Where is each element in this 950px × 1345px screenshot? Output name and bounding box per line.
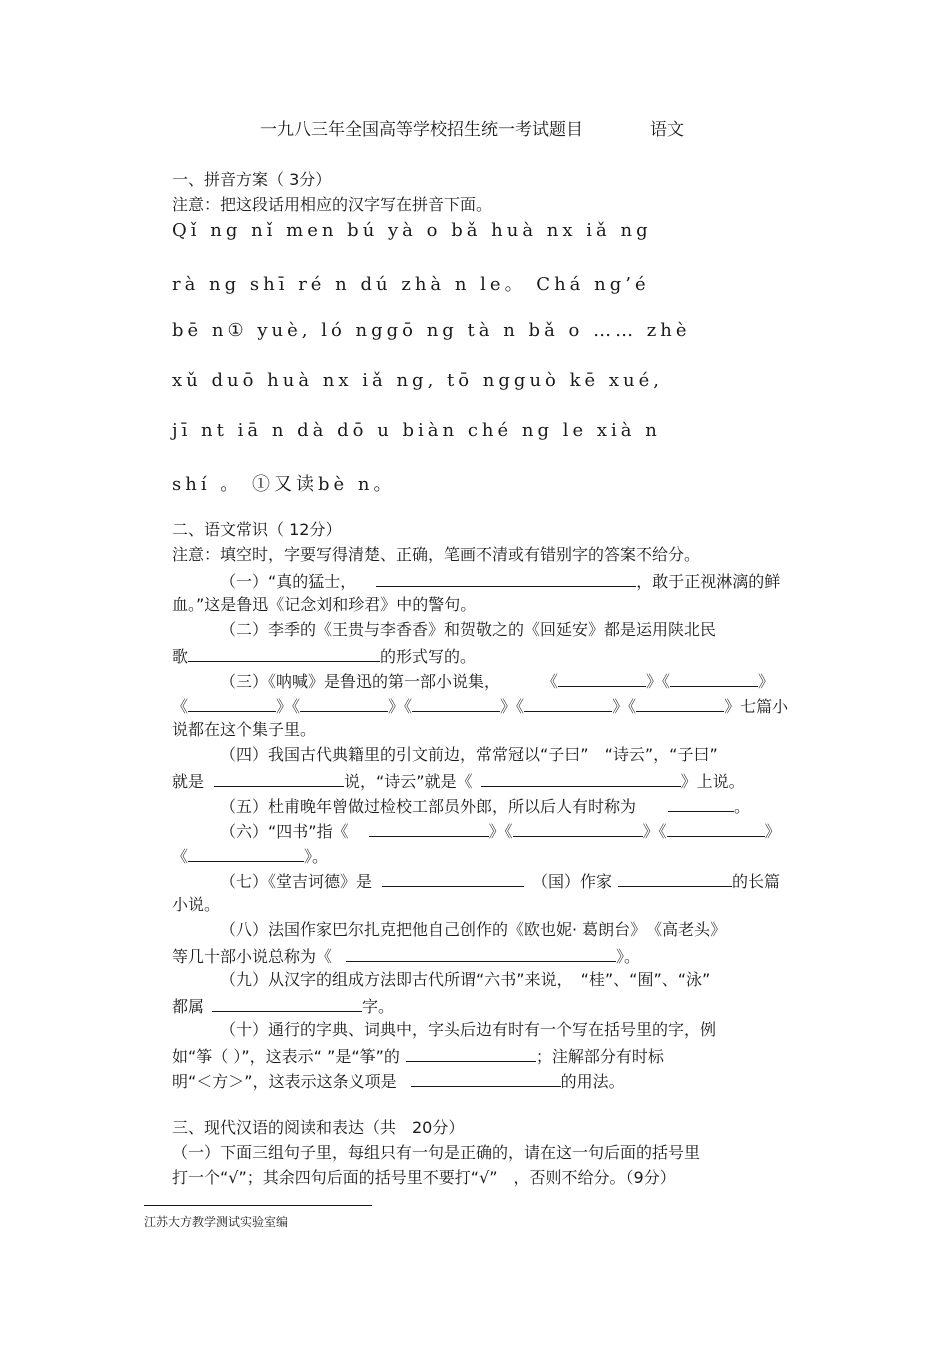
blank[interactable] — [300, 695, 388, 712]
q3-line-2: 《 》《 》《 》《 》《 》七篇小 — [172, 697, 789, 716]
blank[interactable] — [412, 695, 500, 712]
section-3-line-1: （一）下面三组句子里，每组只有一句是正确的，请在这一句后面的括号里 — [172, 1143, 701, 1162]
q3-line-1: （三）《呐喊》是鲁迅的第一部小说集， 《 》《 》 — [220, 672, 775, 691]
section-2-note: 注意：填空时，字要写得清楚、正确，笔画不清或有错别字的答案不给分。 — [172, 545, 701, 564]
blank[interactable] — [558, 670, 646, 687]
q6-line-2: 《 》。 — [172, 847, 329, 866]
blank[interactable] — [481, 770, 681, 787]
section-1-heading: 一、拼音方案（ 3分） — [172, 170, 332, 189]
q4-line-1: （四）我国古代典籍里的引文前边，常常冠以“子曰” “诗云”，“子曰” — [220, 745, 718, 764]
pinyin-line-2: rà ng shī ré n dú zhà n le。 Chá ng’é — [172, 274, 650, 295]
q9-line-2: 都属 字。 — [172, 997, 395, 1016]
q7-line-1: （七）《堂吉诃德》是 （国）作家 的长篇 — [220, 872, 781, 891]
q1-line-1: （一）“真的猛士， ，敢于正视淋漓的鲜 — [220, 572, 781, 591]
q4-line-2: 就是 说，“诗云”就是《 》上说。 — [172, 772, 745, 791]
blank[interactable] — [212, 995, 362, 1012]
page-title: 一九八三年全国高等学校招生统一考试题目 — [260, 120, 583, 140]
blank[interactable] — [188, 845, 304, 862]
pinyin-line-3: bē n① yuè, ló nggō ng tà n bǎ o …… zhè — [172, 320, 691, 341]
blank[interactable] — [636, 695, 724, 712]
pinyin-line-6: shí 。 ①又读bè n。 — [172, 474, 396, 495]
pinyin-line-1: Qǐ ng nǐ men bú yà o bǎ huà nx iǎ ng — [172, 220, 652, 241]
blank[interactable] — [188, 645, 380, 662]
blank[interactable] — [524, 695, 612, 712]
pinyin-line-5: jī nt iā n dà dō u biàn ché ng le xià n — [172, 420, 661, 441]
section-3-line-2: 打一个“√”；其余四句后面的括号里不要打“√” ，否则不给分。（9分） — [172, 1168, 676, 1187]
footer-divider — [144, 1205, 372, 1206]
q10-line-2: 如“筝（ ）”，这表示“ ”是“筝”的 ；注解部分有时标 — [172, 1047, 664, 1066]
subject-label: 语文 — [650, 120, 684, 140]
q5-line: （五）杜甫晚年曾做过检校工部员外郎，所以后人有时称为 。 — [220, 797, 751, 816]
q2-line-2: 歌 的形式写的。 — [172, 647, 477, 666]
blank[interactable] — [346, 945, 616, 962]
section-1-note: 注意：把这段话用相应的汉字写在拼音下面。 — [172, 195, 493, 214]
q10-line-1: （十）通行的字典、词典中，字头后边有时有一个写在括号里的字，例 — [220, 1020, 717, 1039]
q6-line-1: （六）“四书”指《 》《 》《 》 — [220, 822, 781, 841]
q3-line-3: 说都在这个集子里。 — [172, 720, 317, 739]
blank[interactable] — [668, 795, 734, 812]
blank[interactable] — [618, 870, 732, 887]
section-3-heading: 三、现代汉语的阅读和表达（共 20分） — [172, 1118, 465, 1137]
blank[interactable] — [670, 670, 758, 687]
q7-line-2: 小说。 — [172, 895, 221, 914]
q10-line-3: 明“＜方＞”，这表示这条义项是 的用法。 — [172, 1072, 625, 1091]
blank[interactable] — [188, 695, 276, 712]
q2-line-1: （二）李季的《王贵与李香香》和贺敬之的《回延安》都是运用陕北民 — [220, 620, 717, 639]
footer-text: 江苏大方教学测试实验室编 — [144, 1215, 289, 1229]
blank[interactable] — [667, 820, 765, 837]
blank[interactable] — [369, 820, 489, 837]
blank[interactable] — [411, 1070, 561, 1087]
blank[interactable] — [376, 570, 636, 587]
blank[interactable] — [214, 770, 344, 787]
section-2-heading: 二、语文常识（ 12分） — [172, 520, 342, 539]
pinyin-line-4: xǔ duō huà nx iǎ ng, tō ngguò kē xué, — [172, 370, 663, 391]
blank[interactable] — [406, 1045, 536, 1062]
q9-line-1: （九）从汉字的组成方法即古代所谓“六书”来说， “桂”、“囿”、“泳” — [220, 970, 711, 989]
q8-line-1: （八）法国作家巴尔扎克把他自己创作的《欧也妮· 葛朗台》 《高老头》 — [220, 920, 727, 939]
blank[interactable] — [382, 870, 524, 887]
q8-line-2: 等几十部小说总称为《 》。 — [172, 947, 641, 966]
q1-line-2: 血。”这是鲁迅《记念刘和珍君》中的警句。 — [172, 595, 477, 614]
blank[interactable] — [513, 820, 643, 837]
